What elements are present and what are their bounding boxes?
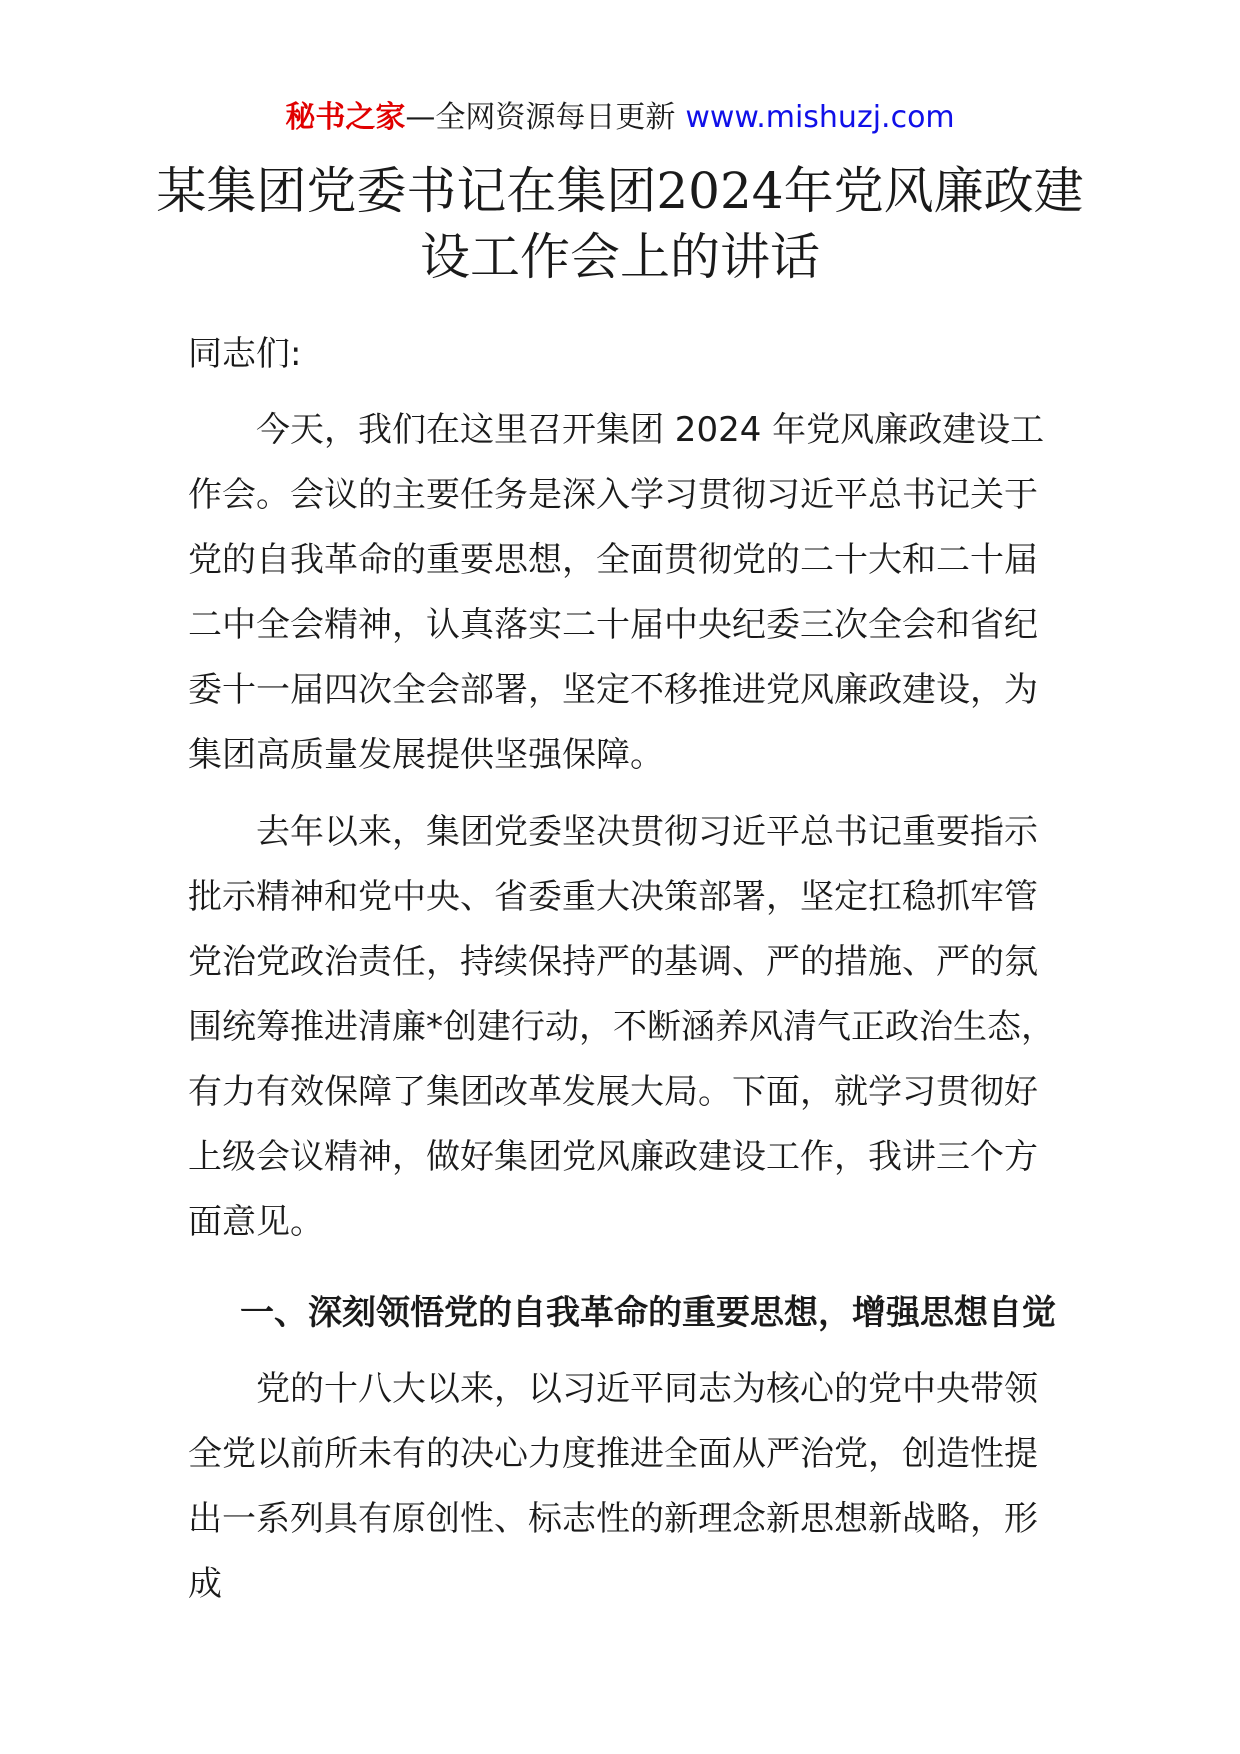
section-heading-text: 一、深刻领悟党的自我革命的重要思想，增强思想自觉 — [240, 1293, 1056, 1333]
section-heading — [188, 1281, 1056, 1346]
brand-slogan: —全网资源每日更新 — [405, 100, 676, 135]
site-watermark-header — [0, 98, 1240, 138]
title-year: 2024 — [656, 162, 784, 220]
brand-name: 秘书之家 — [285, 100, 406, 135]
salutation: 同志们: — [188, 334, 302, 374]
site-url-link[interactable]: www.mishuzj.com — [685, 100, 955, 135]
document-title — [150, 158, 1090, 290]
title-part-1: 某集团党委书记在集团 — [156, 162, 657, 220]
title-part-2: 年党风廉政建设工作会上的讲话 — [420, 162, 1084, 286]
section-paragraph: 党的十八大以来，以习近平同志为核心的党中央带领全党以前所未有的决心力度推进全面从严治党，创造性提出一系列具有原创性、标志性的新理念新思想新战略，形成 — [188, 1369, 1038, 1604]
paragraph-intro: 今天，我们在这里召开集团 2024 年党风廉政建设工作会。会议的主要任务是深入学习贯彻习近平总书记关于党的自我革命的重要思想，全面贯彻党的二十大和二十届二中全会精神，认真落实二十届中央纪委三次全会和省纪委十一届四次全会部署，坚定不移推进党风廉政建设，为集团高质量发展提供坚强保障。 — [188, 410, 1045, 775]
paragraph-review: 去年以来，集团党委坚决贯彻习近平总书记重要指示批示精神和党中央、省委重大决策部署，坚定扛稳抓牢管党治党政治责任，持续保持严的基调、严的措施、严的氛围统筹推进清廉*创建行动，不断涵养风清气正政治生态，有力有效保障了集团改革发展大局。下面，就学习贯彻好上级会议精神，做好集团党风廉政建设工作，我讲三个方面意见。 — [188, 812, 1055, 1242]
